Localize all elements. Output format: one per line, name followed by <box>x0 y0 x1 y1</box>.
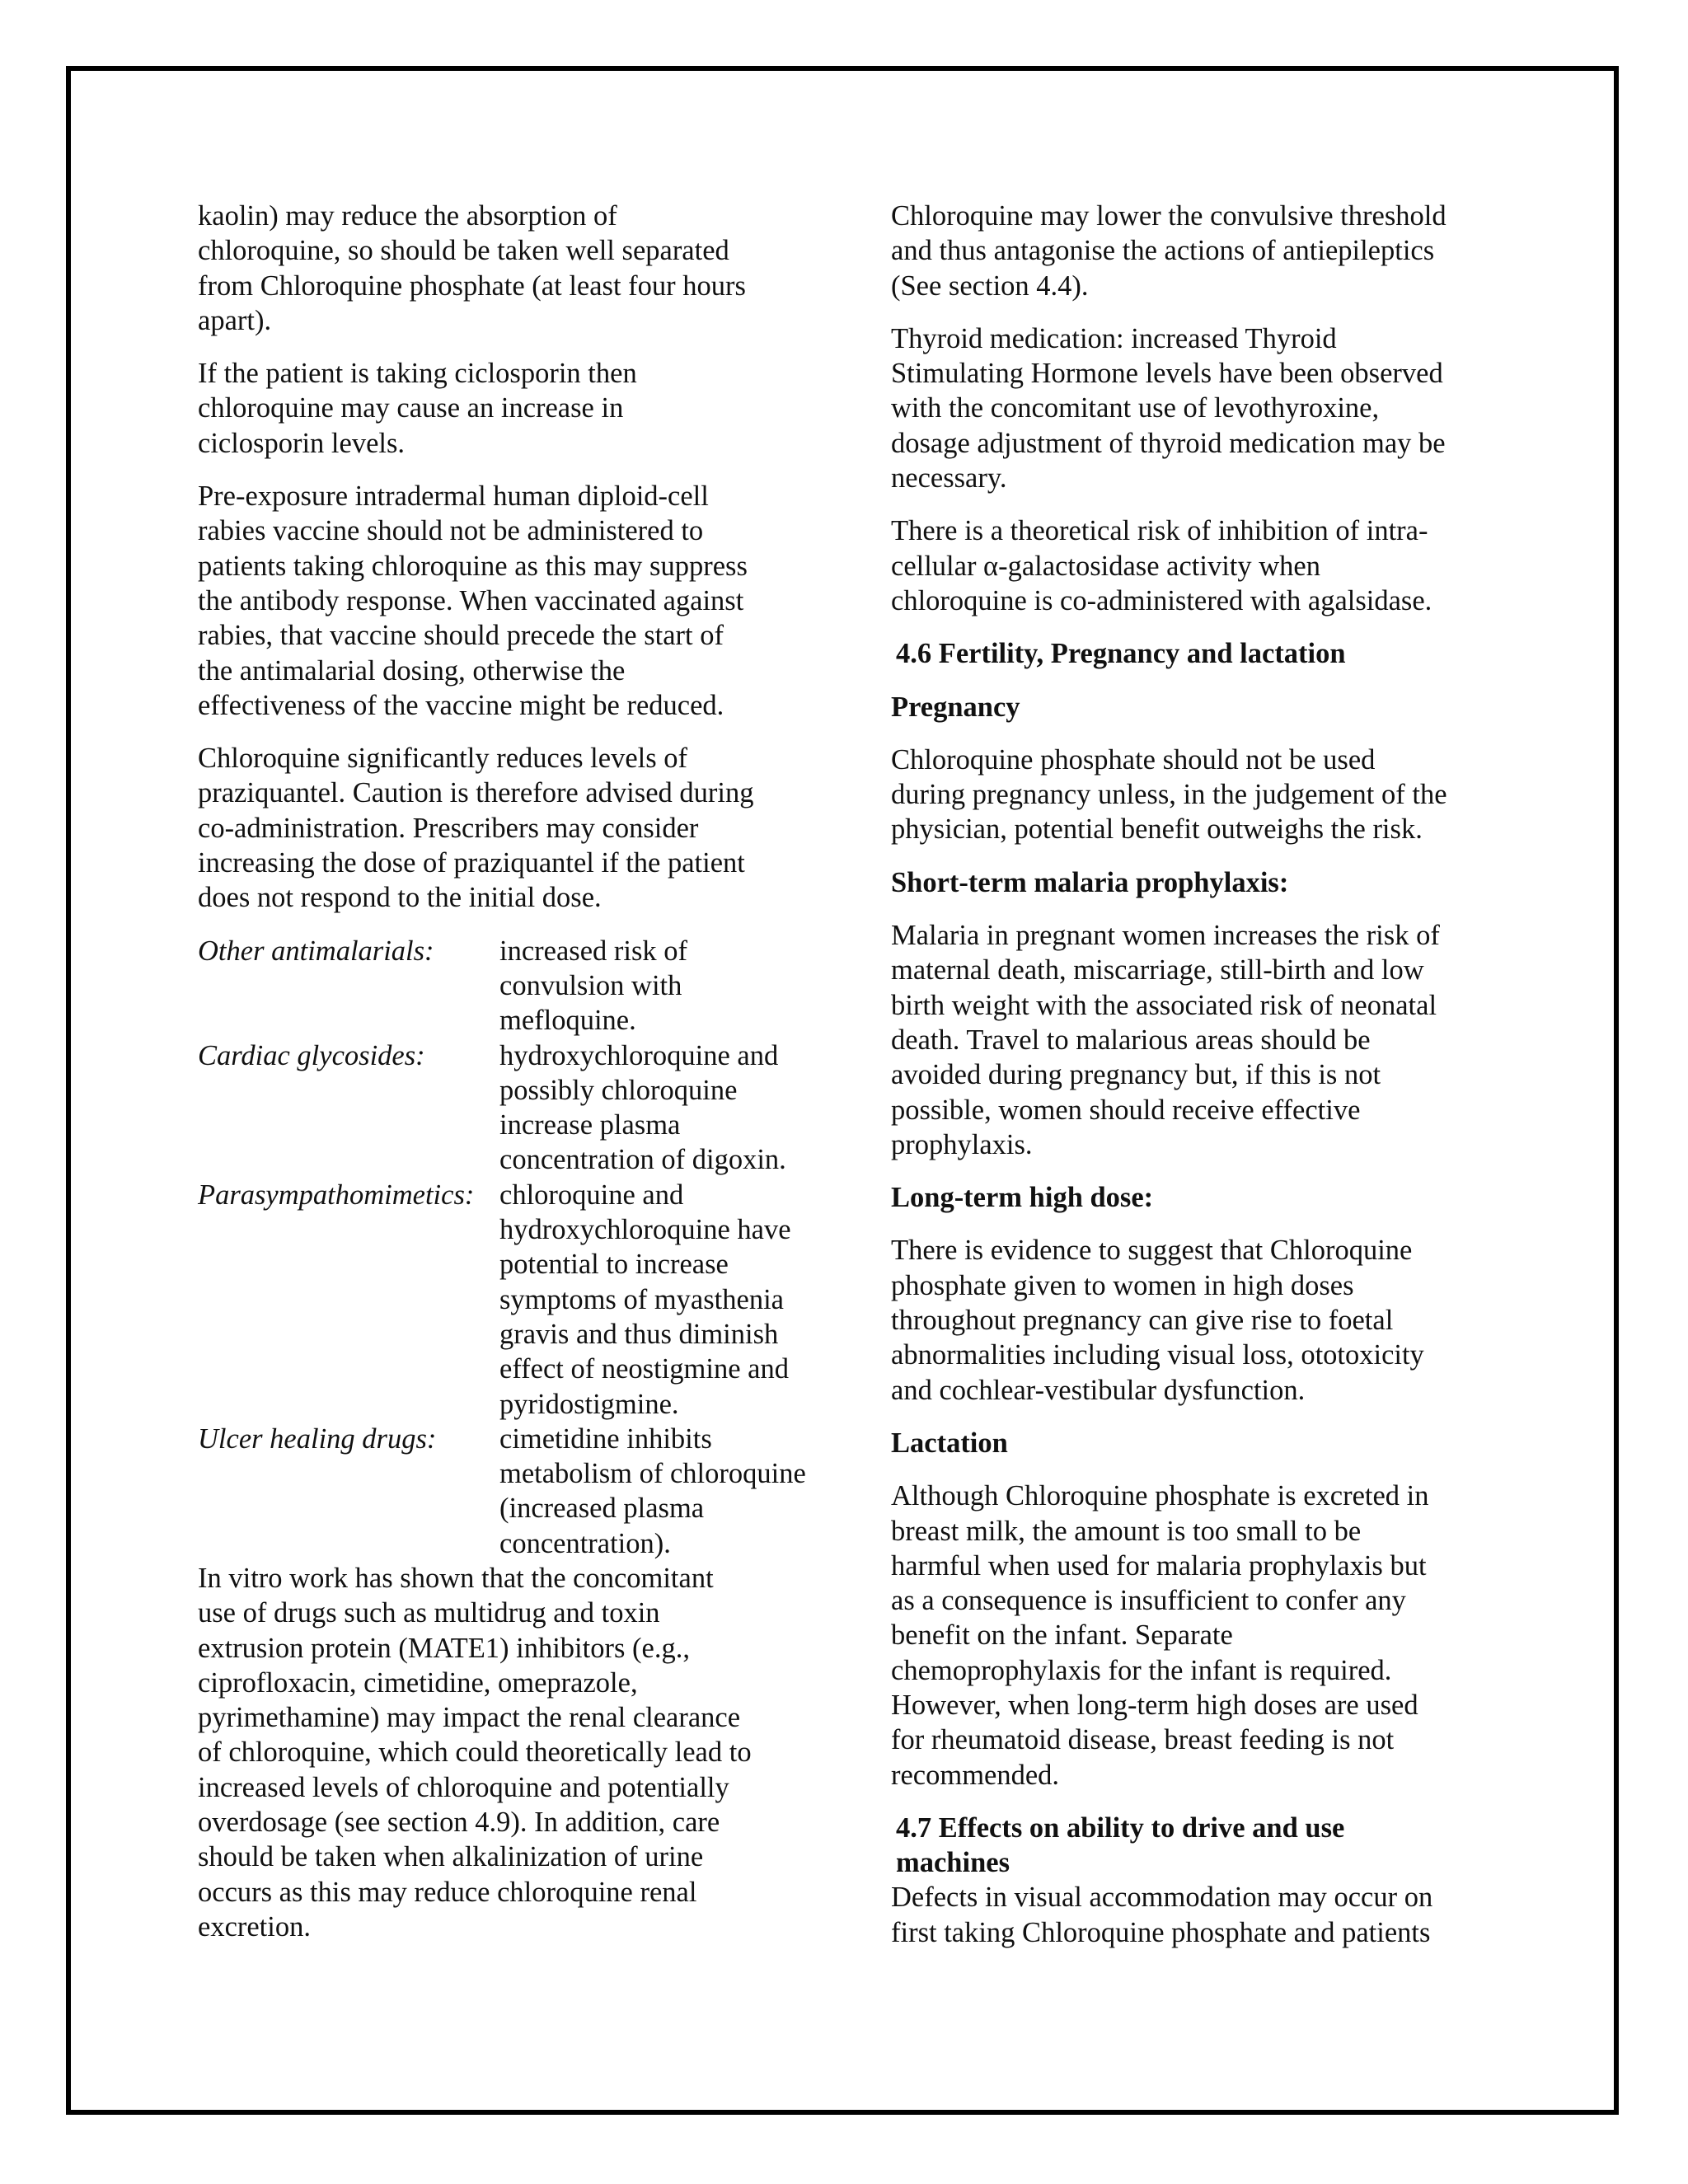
table-row <box>198 1178 806 1422</box>
table-row <box>198 1038 806 1178</box>
paragraph-ciclosporin: If the patient is taking ciclosporin then chloroquine may cause an increase in ciclosporin levels. <box>198 358 637 459</box>
drug-class: Cardiac glycosides: <box>198 1039 425 1071</box>
paragraph-kaolin: kaolin) may reduce the absorption of chloroquine, so should be taken well separated from Chloroquine phosphate (at least four hours apart). <box>198 200 746 336</box>
subheading-short-term: Short-term malaria prophylaxis: <box>891 866 1289 898</box>
right-column <box>891 199 1501 1968</box>
section-heading-4-7: 4.7 Effects on ability to drive and use machines <box>896 1811 1345 1879</box>
table-row <box>198 1422 806 1561</box>
interaction-effect: hydroxychloroquine and possibly chloroquine increase plasma concentration of digoxin. <box>499 1039 786 1176</box>
paragraph-visual-accommodation: Defects in visual accommodation may occur on first taking Chloroquine phosphate and patients <box>891 1882 1433 1948</box>
paragraph-thyroid: Thyroid medication: increased Thyroid Stimulating Hormone levels have been observed with the concomitant use of levothyroxine, dosage adjustment of thyroid medication may be necessary. <box>891 322 1446 494</box>
paragraph-galactosidase: There is a theoretical risk of inhibition of intra- cellular α-galactosidase activity when chloroquine is co-administered with agalsidase. <box>891 515 1432 616</box>
paragraph-short-term: Malaria in pregnant women increases the risk of maternal death, miscarriage, still-birth and low birth weight with the associated risk of neonatal death. Travel to malarious areas should be avoided during pregnancy but, if this is not possible, women should receive effective prophylaxis. <box>891 920 1440 1160</box>
subheading-pregnancy: Pregnancy <box>891 691 1020 723</box>
drug-class: Other antimalarials: <box>198 935 434 967</box>
left-column <box>198 199 874 1962</box>
interaction-effect: increased risk of convulsion with mefloquine. <box>499 935 687 1037</box>
paragraph-lactation: Although Chloroquine phosphate is excreted in breast milk, the amount is too small to be harmful when used for malaria prophylaxis but as a consequence is insufficient to confer any benefit on the infant. Separate chemoprophylaxis for the infant is required. However, when long-term high doses are used for rheumatoid disease, breast feeding is not recommended. <box>891 1480 1429 1791</box>
interaction-effect: chloroquine and hydroxychloroquine have potential to increase symptoms of myasthenia gravis and thus diminish effect of neostigmine and pyridostigmine. <box>499 1179 791 1420</box>
paragraph-mate1: In vitro work has shown that the concomitant use of drugs such as multidrug and toxin extrusion protein (MATE1) inhibitors (e.g., ciprofloxacin, cimetidine, omeprazole, pyrimethamine) may impact the renal clearance of chloroquine, which could theoretically lead to increased levels of chloroquine and potentially overdosage (see section 4.9). In addition, care should be taken when alkalinization of urine occurs as this may reduce chloroquine renal excretion. <box>198 1562 752 1943</box>
paragraph-long-term: There is evidence to suggest that Chloroquine phosphate given to women in high doses throughout pregnancy can give rise to foetal abnormalities including visual loss, ototoxicity and cochlear-vestibular dysfunction. <box>891 1235 1424 1406</box>
subheading-long-term: Long-term high dose: <box>891 1182 1154 1214</box>
subheading-lactation: Lactation <box>891 1427 1008 1459</box>
section-heading-4-6: 4.6 Fertility, Pregnancy and lactation <box>896 638 1346 670</box>
paragraph-convulsive-threshold: Chloroquine may lower the convulsive threshold and thus antagonise the actions of antiepileptics (See section 4.4). <box>891 200 1447 302</box>
paragraph-praziquantel: Chloroquine significantly reduces levels of praziquantel. Caution is therefore advised during co-administration. Prescribers may consider increasing the dose of praziquantel if the patient does not respond to the initial dose. <box>198 743 754 914</box>
interactions-table <box>198 934 806 1561</box>
paragraph-pregnancy: Chloroquine phosphate should not be used during pregnancy unless, in the judgement of the physician, potential benefit outweighs the risk. <box>891 743 1447 846</box>
interaction-effect: cimetidine inhibits metabolism of chloroquine (increased plasma concentration). <box>499 1422 806 1559</box>
drug-class: Ulcer healing drugs: <box>198 1422 437 1455</box>
paragraph-rabies-vaccine: Pre-exposure intradermal human diploid-cell rabies vaccine should not be administered to patients taking chloroquine as this may suppress the antibody response. When vaccinated against rabies, that vaccine should precede the start of the antimalarial dosing, otherwise the effectiveness of the vaccine might be reduced. <box>198 480 748 721</box>
drug-class: Parasympathomimetics: <box>198 1179 475 1211</box>
table-row <box>198 934 806 1038</box>
